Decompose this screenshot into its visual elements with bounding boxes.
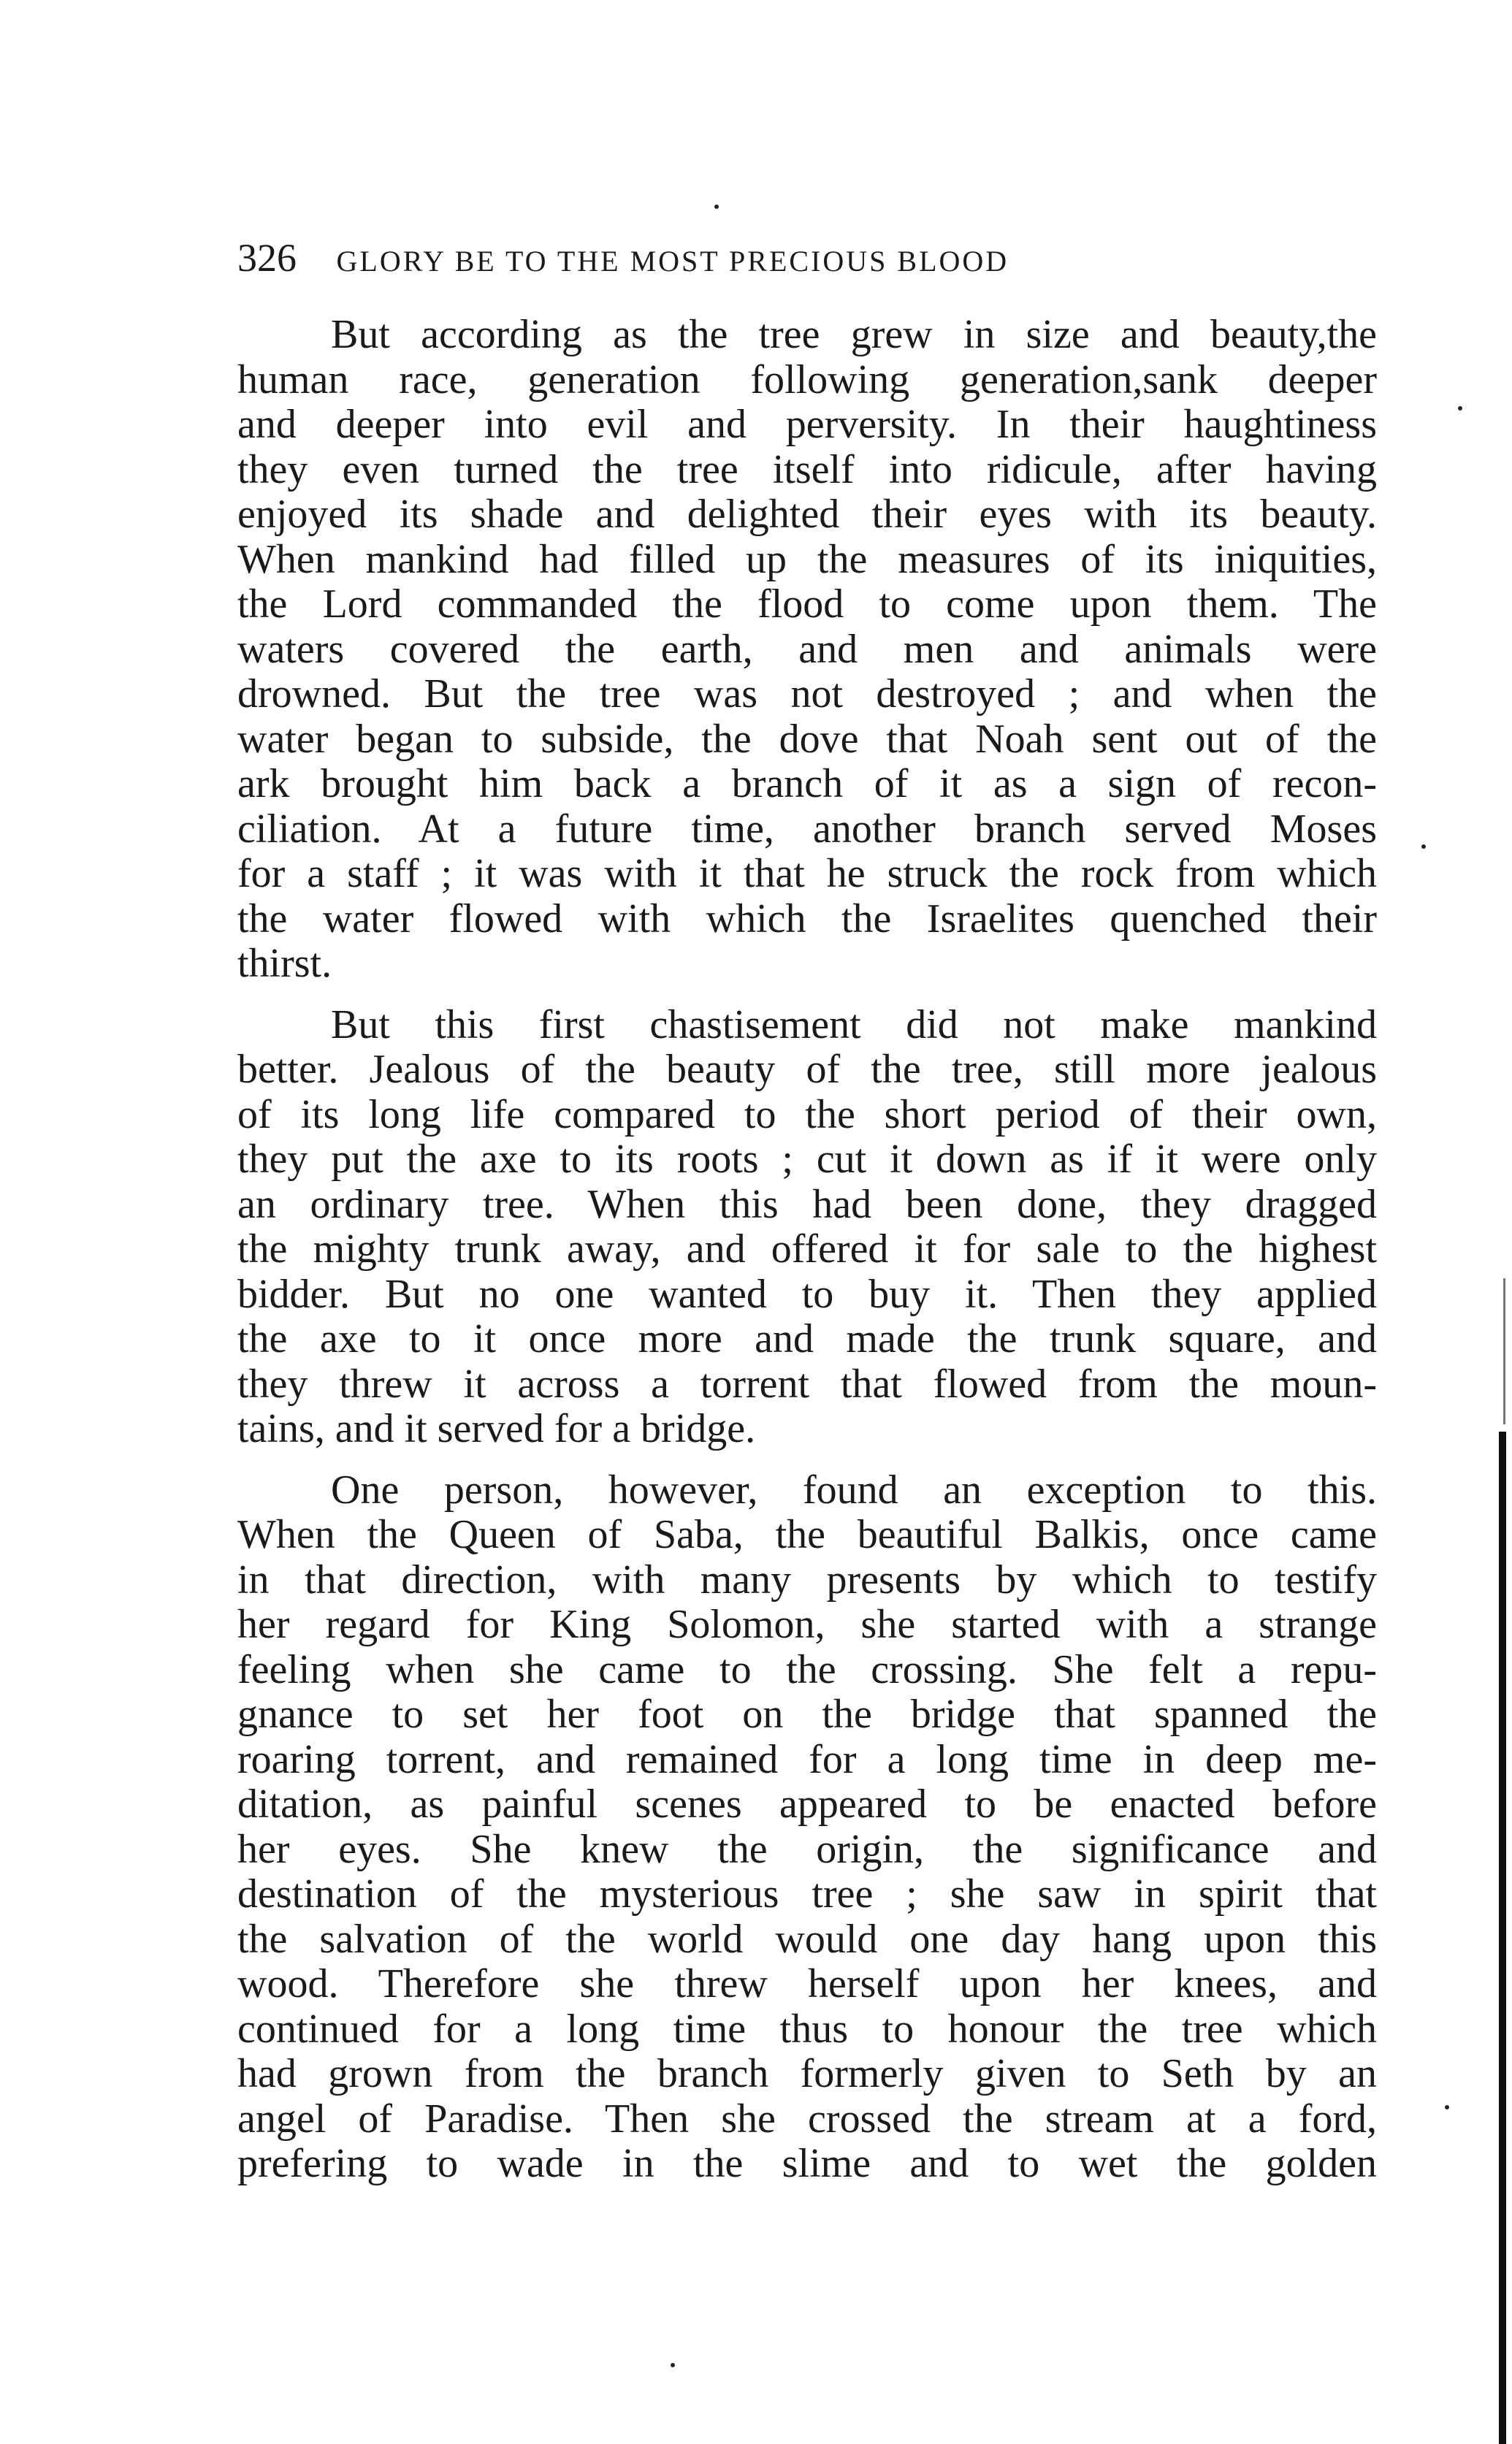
scan-speck <box>714 205 719 209</box>
text-line: tains, and it served for a bridge. <box>237 1406 756 1451</box>
text-line: an ordinary tree. When this had been done, they dragged <box>237 1181 1377 1227</box>
text-line: destination of the mysterious tree ; she saw in spirit that <box>237 1871 1377 1917</box>
text-line: drowned. But the tree was not destroyed ; and when the <box>237 671 1377 717</box>
text-line: they put the axe to its roots ; cut it down as if it were only <box>237 1137 1377 1182</box>
body-text <box>237 313 1377 2187</box>
text-line: human race, generation following generation,sank deeper <box>237 356 1377 402</box>
paragraph-1 <box>237 313 1377 987</box>
scan-speck <box>1445 2105 1449 2109</box>
text-line: the salvation of the world would one day hang upon this <box>237 1916 1377 1962</box>
text-line: continued for a long time thus to honour the tree which <box>237 2006 1377 2052</box>
text-line: One person, however, found an exception to this. <box>331 1467 1377 1513</box>
text-line: When the Queen of Saba, the beautiful Balkis, once came <box>237 1512 1377 1557</box>
text-line: But this first chastisement did not make mankind <box>331 1001 1377 1047</box>
paragraph-2 <box>237 1003 1377 1452</box>
text-line: and deeper into evil and perversity. In their haughtiness <box>237 402 1377 447</box>
text-line: thirst. <box>237 941 332 986</box>
text-line: ciliation. At a future time, another branch served Moses <box>237 806 1377 852</box>
text-line: the water flowed with which the Israelites quenched their <box>237 896 1377 942</box>
text-line: angel of Paradise. Then she crossed the stream at a ford, <box>237 2096 1377 2142</box>
page-number: 326 <box>237 236 297 280</box>
text-line: ark brought him back a branch of it as a sign of recon- <box>237 761 1377 806</box>
text-line: the mighty trunk away, and offered it for sale to the highest <box>237 1226 1377 1272</box>
text-line: enjoyed its shade and delighted their eyes with its beauty. <box>237 492 1377 537</box>
text-line: had grown from the branch formerly given to Seth by an <box>237 2051 1377 2096</box>
text-line: they even turned the tree itself into ridicule, after having <box>237 446 1377 492</box>
text-line: better. Jealous of the beauty of the tree, still more jealous <box>237 1047 1377 1092</box>
text-line: her eyes. She knew the origin, the significance and <box>237 1826 1377 1872</box>
text-line: they threw it across a torrent that flowed from the moun- <box>237 1361 1377 1407</box>
text-line: bidder. But no one wanted to buy it. Then they applied <box>237 1271 1377 1317</box>
text-line: ditation, as painful scenes appeared to be enacted before <box>237 1782 1377 1827</box>
text-line: prefering to wade in the slime and to wet the golden <box>237 2141 1377 2186</box>
text-line: wood. Therefore she threw herself upon her knees, and <box>237 1961 1377 2006</box>
scan-speck <box>671 2363 675 2367</box>
running-head <box>237 235 1377 286</box>
scan-edge-line <box>1503 1278 1505 1424</box>
paragraph-3 <box>237 1468 1377 2187</box>
text-line: waters covered the earth, and men and animals were <box>237 626 1377 672</box>
text-line: gnance to set her foot on the bridge that spanned the <box>237 1692 1377 1737</box>
text-line: for a staff ; it was with it that he struck the rock from which <box>237 851 1377 896</box>
text-line: roaring torrent, and remained for a long time in deep me- <box>237 1736 1377 1782</box>
scan-speck <box>1458 406 1462 410</box>
running-head-title: GLORY BE TO THE MOST PRECIOUS BLOOD <box>336 245 1009 278</box>
text-line: When mankind had filled up the measures of its iniquities, <box>237 536 1377 582</box>
text-line: But according as the tree grew in size and beauty,the <box>331 312 1377 357</box>
text-line: in that direction, with many presents by which to testify <box>237 1557 1377 1603</box>
text-line: the axe to it once more and made the trunk square, and <box>237 1316 1377 1362</box>
scan-edge-line <box>1499 1432 1506 2444</box>
text-line: of its long life compared to the short period of their own, <box>237 1091 1377 1137</box>
text-line: the Lord commanded the flood to come upon them. The <box>237 581 1377 627</box>
text-line: her regard for King Solomon, she started with a strange <box>237 1602 1377 1647</box>
text-line: feeling when she came to the crossing. She felt a repu- <box>237 1646 1377 1692</box>
text-line: water began to subside, the dove that Noah sent out of the <box>237 716 1377 762</box>
scan-speck <box>1421 844 1426 849</box>
